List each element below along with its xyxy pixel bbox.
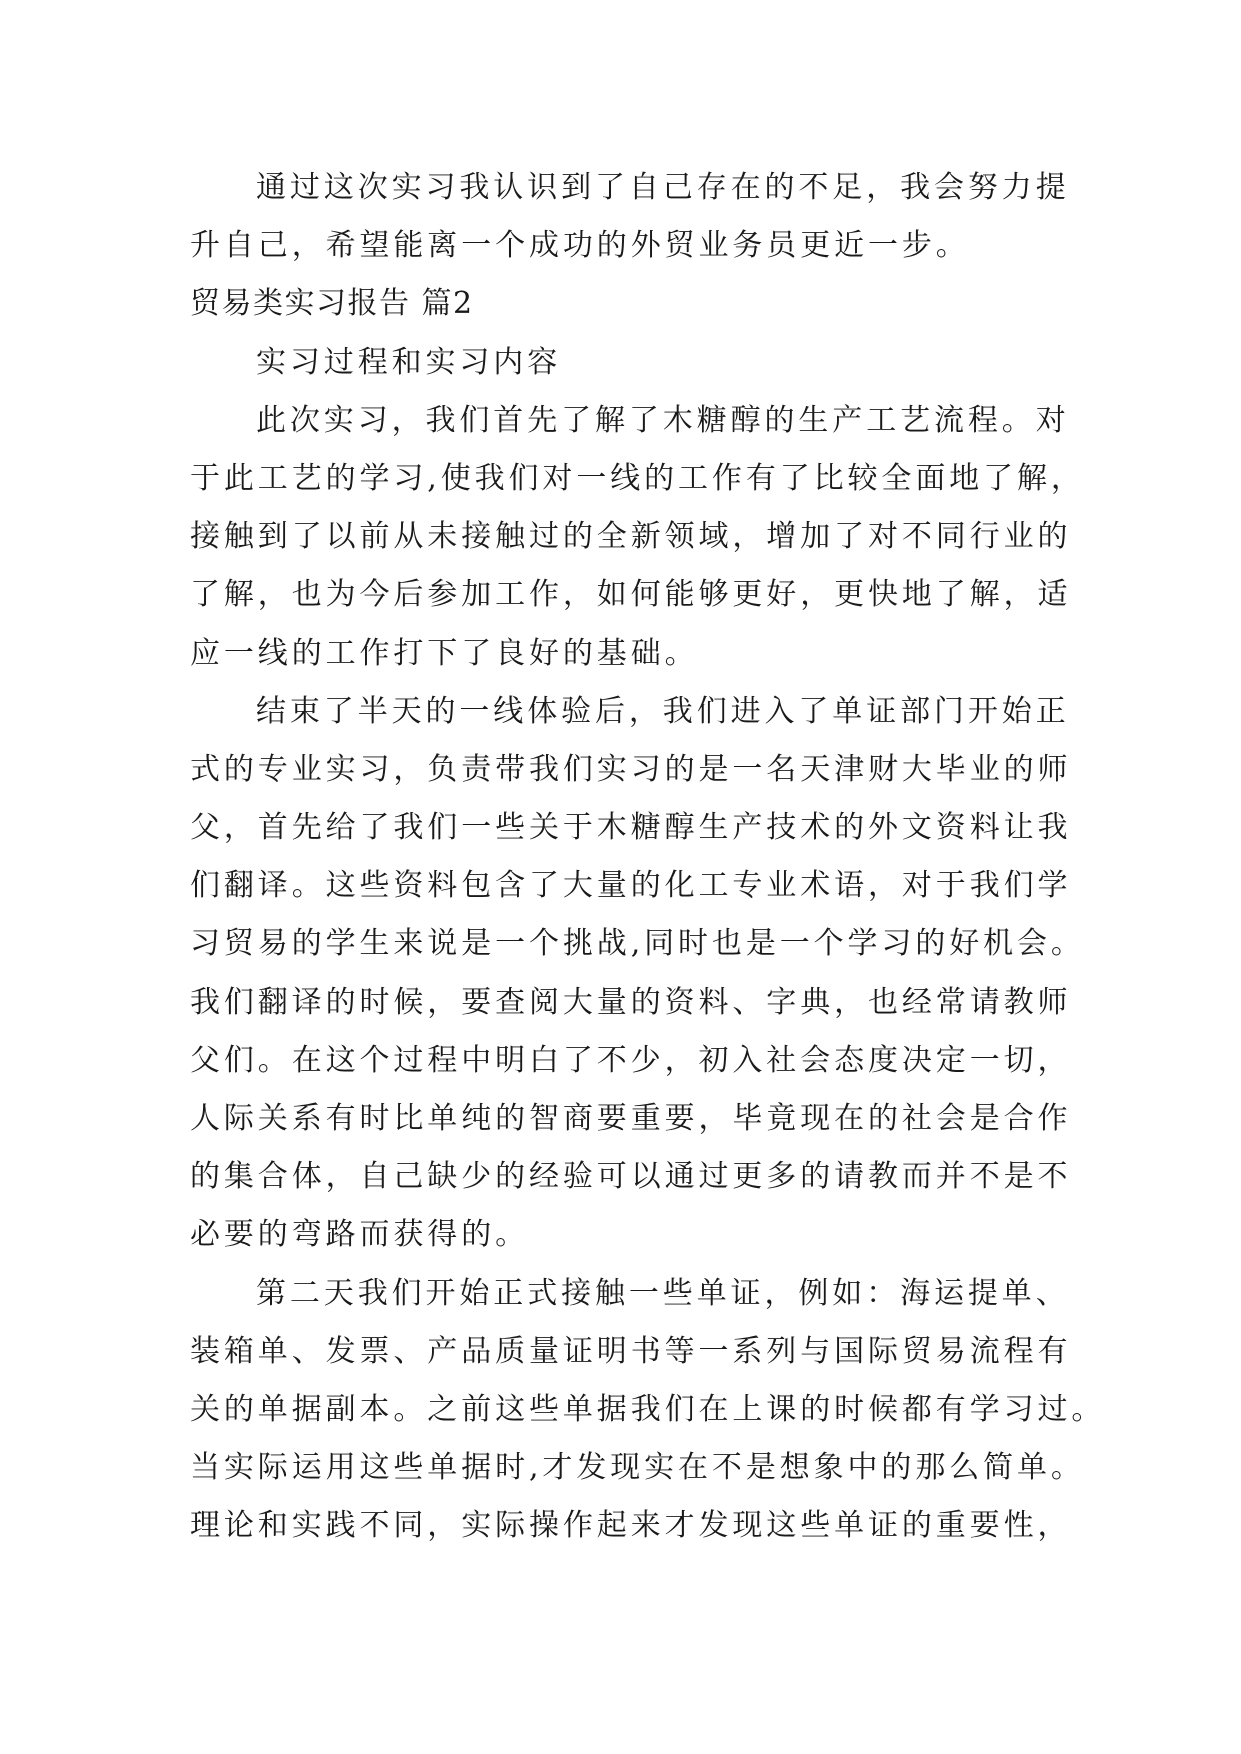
text-line: 关的单据副本。之前这些单据我们在上课的时候都有学习过。 — [190, 1391, 1106, 1427]
text-line: 此次实习，我们首先了解了木糖醇的生产工艺流程。对 — [256, 402, 1070, 438]
text-line: 我们翻译的时候，要查阅大量的资料、字典，也经常请教师 — [190, 984, 1072, 1020]
text-line: 升自己，希望能离一个成功的外贸业务员更近一步。 — [190, 228, 970, 264]
text-line: 人际关系有时比单纯的智商要重要，毕竟现在的社会是合作 — [190, 1101, 1072, 1136]
text-line: 结束了半天的一线体验后，我们进入了单证部门开始正 — [256, 693, 1070, 729]
document-body — [190, 159, 1106, 1556]
text-line: 习贸易的学生来说是一个挑战,同时也是一个学习的好机会。 — [190, 926, 1085, 962]
text-line: 第二天我们开始正式接触一些单证，例如：海运提单、 — [256, 1275, 1070, 1311]
text-line: 应一线的工作打下了良好的基础。 — [190, 635, 699, 671]
subsection-title: 实习过程和实习内容 — [256, 344, 562, 380]
text-line: 理论和实践不同，实际操作起来才发现这些单证的重要性， — [190, 1508, 1072, 1544]
text-line: 式的专业实习，负责带我们实习的是一名天津财大毕业的师 — [190, 751, 1072, 787]
text-line: 了解，也为今后参加工作，如何能够更好，更快地了解，适 — [190, 577, 1072, 613]
text-line: 必要的弯路而获得的。 — [190, 1217, 529, 1253]
section-heading: 贸易类实习报告 篇2 — [190, 286, 474, 322]
text-line: 父，首先给了我们一些关于木糖醇生产技术的外文资料让我 — [190, 810, 1072, 846]
text-line: 们翻译。这些资料包含了大量的化工专业术语，对于我们学 — [190, 868, 1072, 904]
text-line: 通过这次实习我认识到了自己存在的不足，我会努力提 — [256, 170, 1070, 205]
text-line: 的集合体，自己缺少的经验可以通过更多的请教而并不是不 — [190, 1159, 1072, 1195]
text-line: 于此工艺的学习,使我们对一线的工作有了比较全面地了解， — [190, 460, 1085, 496]
text-line: 接触到了以前从未接触过的全新领域，增加了对不同行业的 — [190, 519, 1072, 555]
text-line: 父们。在这个过程中明白了不少，初入社会态度决定一切， — [190, 1042, 1072, 1078]
text-line: 当实际运用这些单据时,才发现实在不是想象中的那么简单。 — [190, 1450, 1085, 1486]
text-line: 装箱单、发票、产品质量证明书等一系列与国际贸易流程有 — [190, 1333, 1072, 1369]
